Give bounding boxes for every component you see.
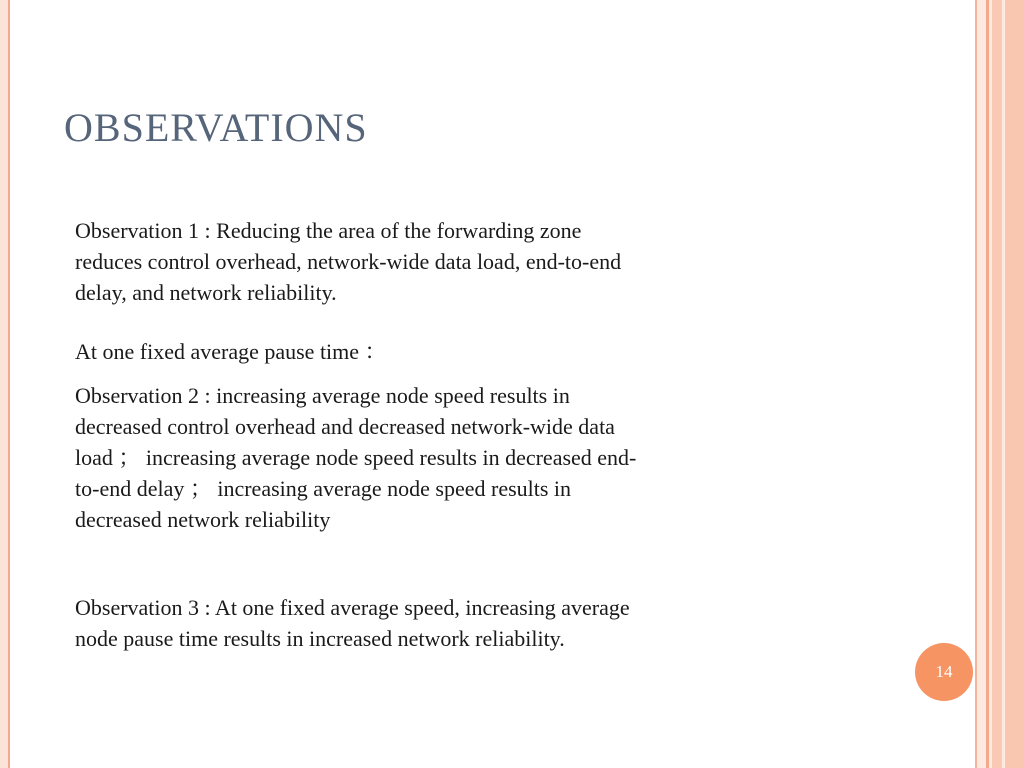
slide-title: OBSERVATIONS	[64, 105, 368, 150]
left-border-band	[0, 0, 8, 768]
right-border-stripe	[992, 0, 1002, 768]
right-border-stripe	[1005, 0, 1024, 768]
observation-2-text: Observation 2 : increasing average node speed results in decreased control overhead and decreased network-wide data load ； increasing average node speed results in decreased end- to-end delay ； increasing average node speed results in decreased network reliability	[75, 383, 637, 532]
page-number-badge	[915, 643, 973, 701]
left-border-line	[8, 0, 10, 768]
pause-time-heading: At one fixed average pause time ：	[75, 339, 387, 364]
right-border-stripe	[977, 0, 986, 768]
slide-body	[75, 215, 835, 654]
observation-1-text: Observation 1 : Reducing the area of the forwarding zone reduces control overhead, network-wide data load, end-to-end delay, and network reliability.	[75, 218, 622, 305]
observation-3-text: Observation 3 : At one fixed average speed, increasing average node pause time results in increased network reliability.	[75, 595, 630, 651]
page-number: 14	[935, 662, 953, 681]
